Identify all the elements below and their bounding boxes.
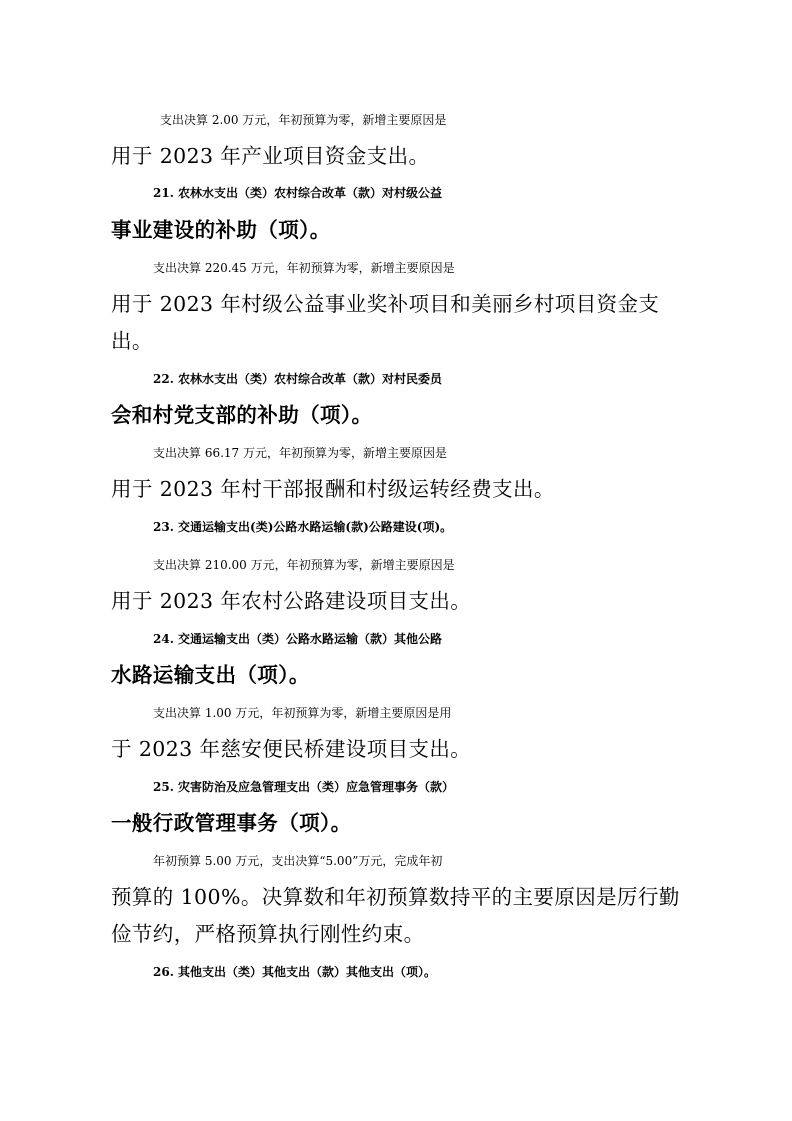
paragraph-line: 用于 2023 年村干部报酬和村级运转经费支出。: [111, 477, 555, 501]
paragraph-line: 支出决算 1.00 万元，年初预算为零，新增主要原因是用: [153, 706, 452, 720]
section-heading-24-cont: 水路运输支出（项）。: [111, 663, 310, 687]
paragraph-line: 用于 2023 年村级公益事业奖补项目和美丽乡村项目资金支: [111, 292, 660, 316]
section-heading-24: 24. 交通运输支出（类）公路水路运输（款）其他公路: [153, 632, 443, 646]
paragraph-line: 支出决算 220.45 万元，年初预算为零，新增主要原因是: [153, 261, 455, 275]
paragraph-line: 出。: [111, 329, 153, 353]
section-heading-25: 25. 灾害防治及应急管理支出（类）应急管理事务（款）: [153, 780, 455, 794]
section-heading-21-cont: 事业建设的补助（项）。: [111, 218, 331, 242]
paragraph-line: 于 2023 年慈安便民桥建设项目支出。: [111, 737, 472, 761]
paragraph-line: 支出决算 2.00 万元，年初预算为零，新增主要原因是: [160, 113, 447, 127]
section-heading-23: 23. 交通运输支出(类)公路水路运输(款)公路建设(项)。: [153, 520, 453, 534]
paragraph-line: 预算的 100%。决算数和年初预算数持平的主要原因是厉行勤: [111, 885, 680, 909]
paragraph-line: 用于 2023 年农村公路建设项目支出。: [111, 589, 472, 613]
section-heading-25-cont: 一般行政管理事务（项）。: [111, 811, 352, 835]
paragraph-line: 用于 2023 年产业项目资金支出。: [111, 144, 430, 168]
section-heading-22-cont: 会和村党支部的补助（项）。: [111, 403, 373, 427]
section-heading-22: 22. 农林水支出（类）农村综合改革（款）对村民委员: [153, 372, 443, 386]
paragraph-line: 年初预算 5.00 万元，支出决算“5.00”万元，完成年初: [153, 854, 443, 868]
section-heading-21: 21. 农林水支出（类）农村综合改革（款）对村级公益: [153, 186, 443, 200]
paragraph-line: 俭节约，严格预算执行刚性约束。: [111, 922, 425, 946]
section-heading-26: 26. 其他支出（类）其他支出（款）其他支出（项）。: [153, 965, 437, 979]
paragraph-line: 支出决算 210.00 万元，年初预算为零，新增主要原因是: [153, 558, 455, 572]
paragraph-line: 支出决算 66.17 万元，年初预算为零，新增主要原因是: [153, 446, 447, 460]
